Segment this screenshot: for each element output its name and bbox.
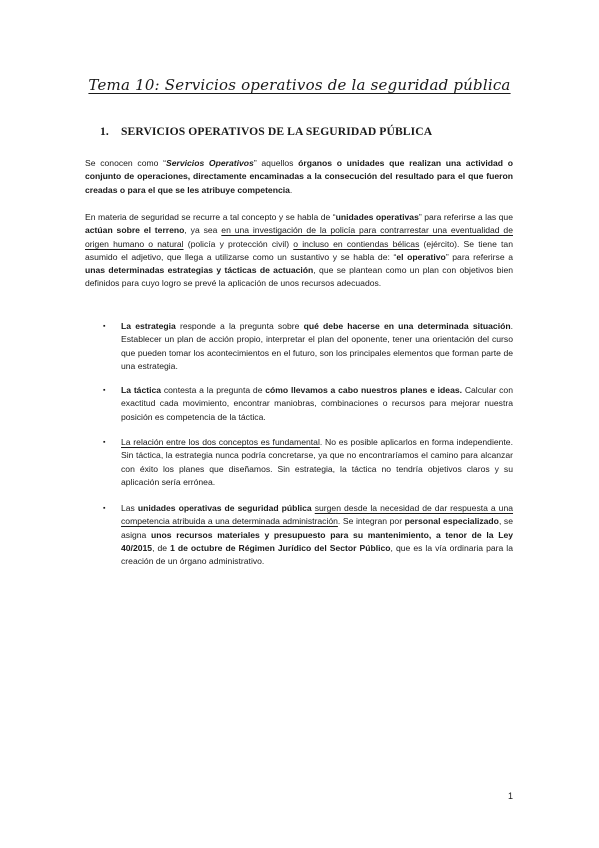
bullet-list-item-relation-wrap [103,436,513,489]
text-run-underlined: o incluso en contiendas bélicas [293,238,420,249]
text-run-underlined: en una investigación de la policía para contrarrestar una eventualidad de origen humano o natural [85,225,513,249]
text-run-bold: unidades operativas [335,212,419,222]
text-run: , de [152,542,171,553]
bullet-list-item-tactic-wrap [103,384,513,424]
text-run-bold: actúan sobre el terreno [85,225,185,236]
text-run-bold: órganos o unidades que realizan una actividad o conjunto de operaciones, directamente encaminadas a la consecución del resultado para el que fueron creadas o para el que se les atribuye competencia [85,158,513,195]
paragraph-units [85,211,513,291]
text-run-bold: personal especializado [404,516,499,527]
text-run: contesta a la pregunta de [161,385,266,395]
page-number: 1 [508,791,514,801]
section-number: 1. [100,125,109,138]
text-run-bold: qué debe hacerse en una determinada situación [303,321,511,331]
text-run-underlined: La relación entre los dos conceptos es fundamental [121,437,320,447]
text-run: En materia de seguridad se recurre a tal concepto y se habla de “ [85,212,336,222]
bullet-icon: ▪ [103,323,106,330]
text-run: , se asigna [121,516,513,540]
list-item [103,384,513,424]
text-run-bold: el operativo [396,251,446,262]
text-run-underlined: surgen desde la necesidad de dar respuesta a una competencia atribuida a una determinada administración [121,503,514,527]
document-title: Tema 10: Servicios operativos de la seguridad pública [88,76,511,94]
text-run: , ya sea [184,225,222,236]
text-run-bold: cómo llevamos a cabo nuestros planes e ideas. [265,385,463,395]
bullet-icon: ▪ [103,505,106,512]
section-heading-text: SERVICIOS OPERATIVOS DE LA SEGURIDAD PÚBLICA [121,125,433,138]
text-run-bold: 1 de octubre de Régimen Jurídico del Sector Público [170,542,391,553]
list-item [103,320,513,373]
text-run: . Se integran por [337,516,405,527]
section-heading [100,125,432,138]
text-run: (policía y protección civil) [183,238,294,249]
text-run-bold: La estrategia [121,321,176,331]
text-run: Calcular con exactitud cada movimiento, encontrar maniobras, combinaciones o recursos para mejorar nuestra posición es competencia de la táctica. [121,385,513,422]
text-run-bold: unos recursos materiales y presupuesto para su mantenimiento, a tenor de la Ley 40/2015 [121,529,514,553]
text-run: Se conocen como “ [85,158,166,168]
list-item [103,502,513,568]
text-run-bold: unidades operativas de seguridad pública [137,503,312,513]
list-item [103,436,513,489]
text-run: , que se plantean como un plan con objetivos bien definidos para cuyo logro se prevé la aplicación de unos recursos adecuados. [85,265,514,289]
bullet-icon: ▪ [103,439,106,446]
bullet-icon: ▪ [103,387,106,394]
text-run-bold-italic: Servicios Operativos [166,158,254,168]
text-run: (ejército). Se tiene tan asumido el adjetivo, que llega a utilizarse como un sustantivo y se habla de: “ [85,238,513,262]
paragraph-definition [85,157,513,197]
text-run: . [289,184,293,195]
bullet-list-item-strategy-wrap [103,320,513,373]
text-run-bold: La táctica [121,385,162,395]
text-run: . Establecer un plan de acción propio, interpretar el plan del oponente, tener una orientación del curso que pueden tomar los acontecimientos en el futuro, son los principales elementos que forman parte de una estrategia. [121,321,513,371]
text-run: ” para referirse a las que [418,212,513,222]
text-run: ” para referirse a [445,251,513,262]
bullet-list-item-units-wrap [103,502,513,568]
text-run: . No es posible aplicarlos en forma independiente. Sin táctica, la estrategia nunca podría concretarse, ya que no encontraríamos el camino para alcanzar con éxito los planes que diseñamos. Sin estrategia, la táctica no tendría objetivos claros y su aplicación sería errónea. [121,437,513,487]
text-run: ” aquellos [253,158,299,168]
text-run: Las [121,503,138,513]
text-run: responde a la pregunta sobre [175,321,304,331]
text-run: , que es la vía ordinaria para la creación de un órgano administrativo. [121,542,513,567]
text-run-bold: unas determinadas estrategias y tácticas de actuación [85,265,314,276]
